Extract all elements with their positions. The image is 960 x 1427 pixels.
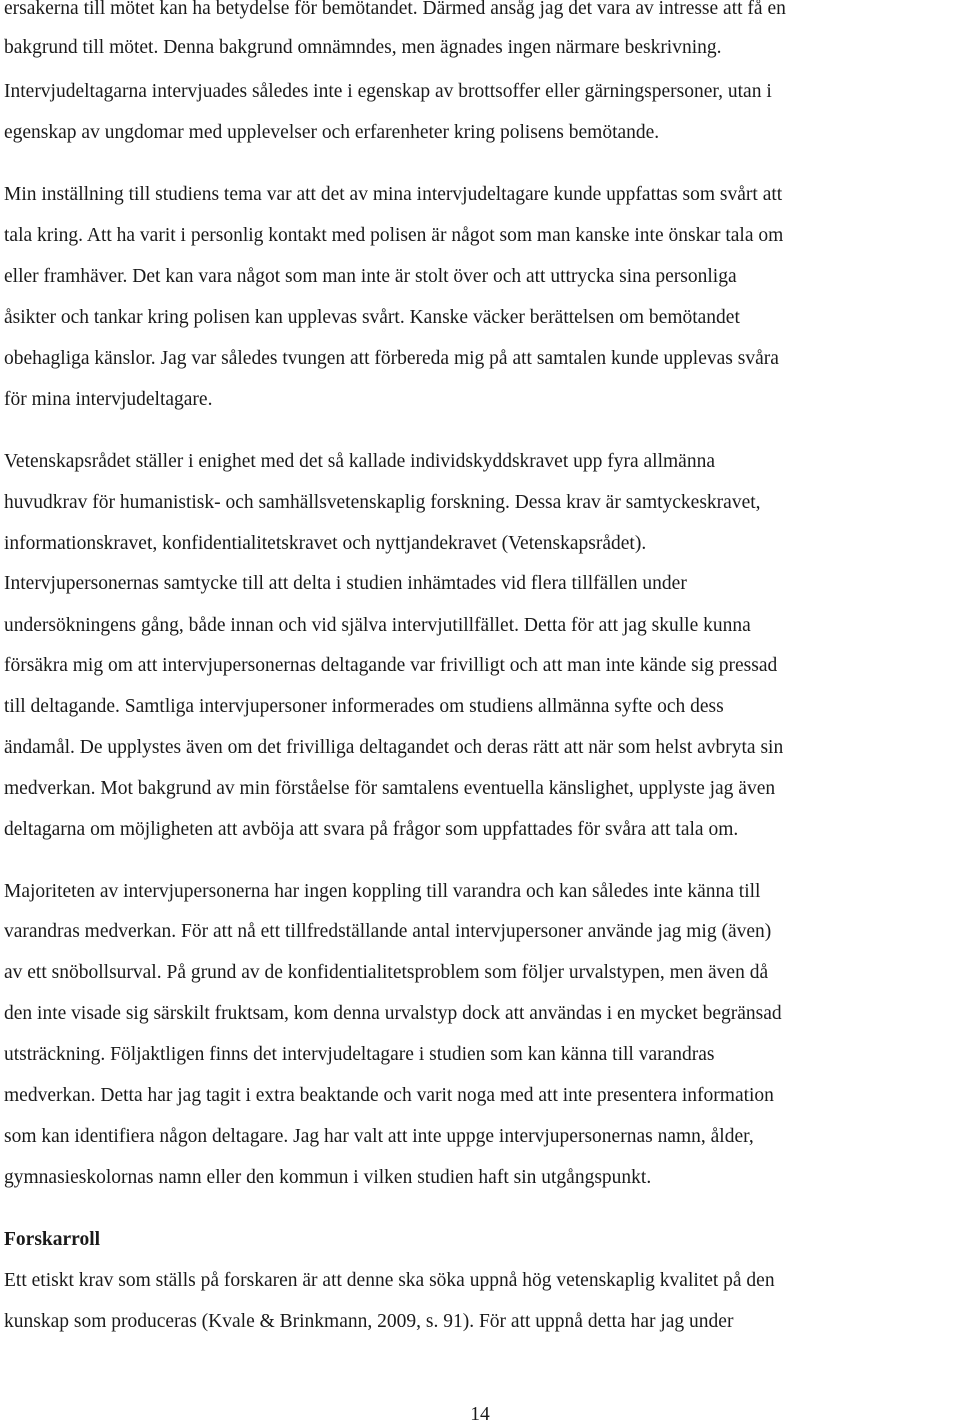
paragraph-line: varandras medverkan. För att nå ett tillfredställande antal intervjupersoner använde jag mig (även) xyxy=(4,921,772,942)
paragraph-line: som kan identifiera någon deltagare. Jag har valt att inte uppge intervjupersonernas namn, ålder, xyxy=(4,1126,754,1147)
paragraph-line: till deltagande. Samtliga intervjupersoner informerades om studiens allmänna syfte och dess xyxy=(4,696,724,717)
paragraph-line: undersökningens gång, både innan och vid själva intervjutillfället. Detta för att jag skulle kunna xyxy=(4,615,751,636)
paragraph-line: Intervjupersonernas samtycke till att delta i studien inhämtades vid flera tillfällen under xyxy=(4,573,687,594)
paragraph-line: eller framhäver. Det kan vara något som man inte är stolt över och att uttrycka sina personliga xyxy=(4,266,737,287)
paragraph-line: för mina intervjudeltagare. xyxy=(4,389,213,410)
paragraph-line: försäkra mig om att intervjupersonernas deltagande var frivilligt och att man inte kände sig pressad xyxy=(4,655,778,676)
paragraph-line: åsikter och tankar kring polisen kan upplevas svårt. Kanske väcker berättelsen om bemötandet xyxy=(4,307,740,328)
paragraph-line: obehagliga känslor. Jag var således tvungen att förbereda mig på att samtalen kunde upplevas svåra xyxy=(4,348,779,369)
paragraph-line: bakgrund till mötet. Denna bakgrund omnämndes, men ägnades ingen närmare beskrivning. xyxy=(4,37,722,58)
paragraph-line: egenskap av ungdomar med upplevelser och erfarenheter kring polisens bemötande. xyxy=(4,122,660,143)
paragraph-line: kunskap som produceras (Kvale & Brinkmann, 2009, s. 91). För att uppnå detta har jag under xyxy=(4,1311,734,1332)
paragraph-line: ändamål. De upplystes även om det frivilliga deltagandet och deras rätt att när som helst avbryta sin xyxy=(4,737,784,758)
paragraph-line: den inte visade sig särskilt fruktsam, kom denna urvalstyp dock att användas i en mycket begränsad xyxy=(4,1003,782,1024)
paragraph-line: tala kring. Att ha varit i personlig kontakt med polisen är något som man kanske inte önskar tala om xyxy=(4,225,784,246)
paragraph-line: deltagarna om möjligheten att avböja att svara på frågor som uppfattades för svåra att tala om. xyxy=(4,819,739,840)
paragraph-line: Majoriteten av intervjupersonerna har ingen koppling till varandra och kan således inte känna till xyxy=(4,881,761,902)
page-number: 14 xyxy=(470,1404,490,1425)
paragraph-line: utsträckning. Följaktligen finns det intervjudeltagare i studien som kan känna till varandras xyxy=(4,1044,715,1065)
paragraph-line: Ett etiskt krav som ställs på forskaren är att denne ska söka uppnå hög vetenskaplig kvalitet på den xyxy=(4,1270,775,1291)
paragraph-line: ersakerna till mötet kan ha betydelse för bemötandet. Därmed ansåg jag det vara av intresse att få en xyxy=(4,0,786,19)
paragraph-line: medverkan. Detta har jag tagit i extra beaktande och varit noga med att inte presentera information xyxy=(4,1085,774,1106)
section-heading-text: Forskarroll xyxy=(4,1229,101,1250)
paragraph-line: huvudkrav för humanistisk- och samhällsvetenskaplig forskning. Dessa krav är samtyckeskravet, xyxy=(4,492,761,513)
paragraph-line: Min inställning till studiens tema var att det av mina intervjudeltagare kunde uppfattas som svårt att xyxy=(4,184,783,205)
paragraph-line: Intervjudeltagarna intervjuades således inte i egenskap av brottsoffer eller gärningspersoner, utan i xyxy=(4,81,772,102)
paragraph-line: Vetenskapsrådet ställer i enighet med det så kallade individskyddskravet upp fyra allmänna xyxy=(4,451,715,472)
paragraph-line: informationskravet, konfidentialitetskravet och nyttjandekravet (Vetenskapsrådet). xyxy=(4,533,647,554)
paragraph-line: av ett snöbollsurval. På grund av de konfidentialitetsproblem som följer urvalstypen, men även då xyxy=(4,962,769,983)
paragraph-line: gymnasieskolornas namn eller den kommun i vilken studien haft sin utgångspunkt. xyxy=(4,1167,652,1188)
paragraph-line: medverkan. Mot bakgrund av min förståelse för samtalens eventuella känslighet, upplyste jag även xyxy=(4,778,776,799)
